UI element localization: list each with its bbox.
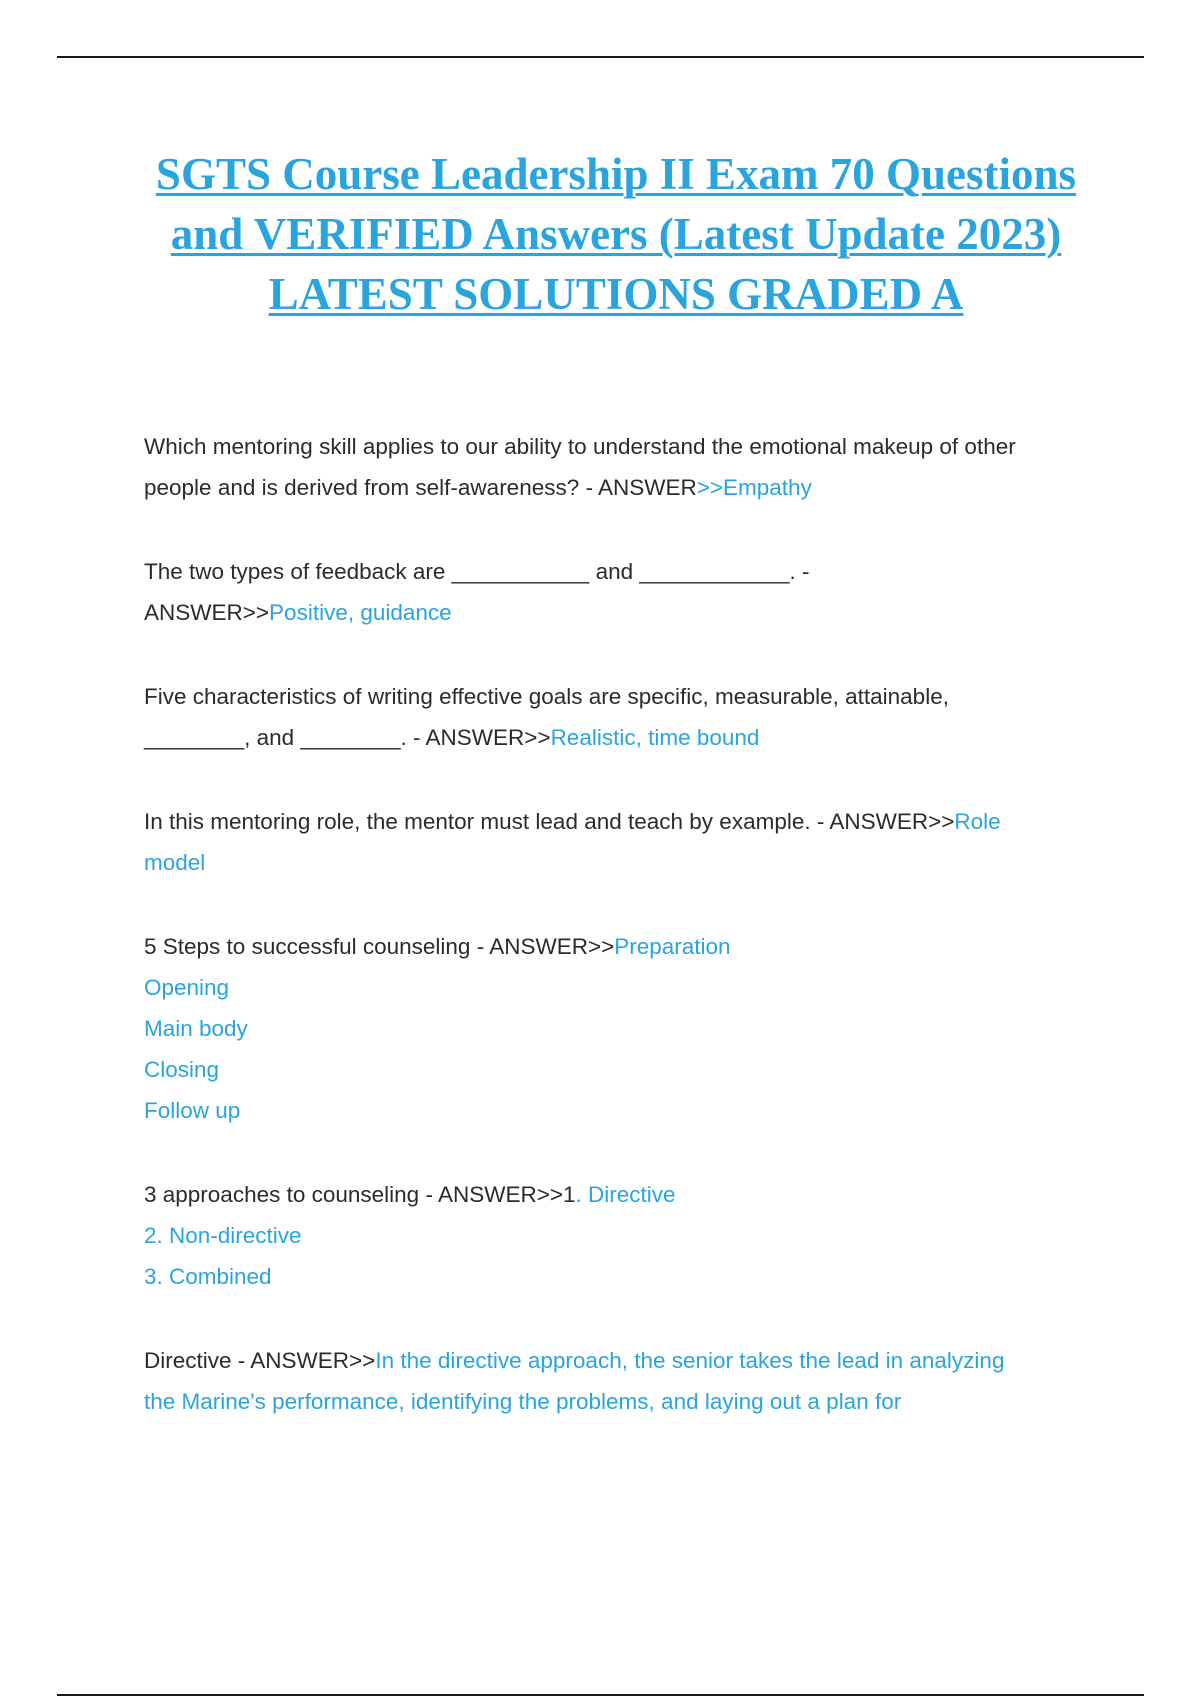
answer-text: model — [144, 850, 206, 875]
qa-item — [144, 1174, 1084, 1297]
question-text: In this mentoring role, the mentor must lead and teach by example. - ANSWER>> — [144, 809, 955, 834]
question-text: ________, and ________. - ANSWER>> — [144, 725, 551, 750]
answer-text: Main body — [144, 1016, 248, 1041]
answer-text: Preparation — [614, 934, 731, 959]
qa-item — [144, 551, 1084, 633]
answer-text: 3. Combined — [144, 1264, 272, 1289]
qa-item — [144, 426, 1084, 508]
question-text: ANSWER>> — [144, 600, 270, 625]
question-text: people and is derived from self-awareness? - ANSWER — [144, 475, 697, 500]
question-text: The two types of feedback are ___________ and ____________. - — [144, 559, 810, 584]
question-text: 5 Steps to successful counseling - ANSWER>> — [144, 934, 615, 959]
question-text: Directive - ANSWER>> — [144, 1348, 376, 1373]
answer-text: Realistic, time bound — [550, 725, 760, 750]
answer-text: 2. Non-directive — [144, 1223, 302, 1248]
answer-text: In the directive approach, the senior takes the lead in analyzing — [375, 1348, 1005, 1373]
qa-item — [144, 801, 1084, 883]
question-text: Which mentoring skill applies to our ability to understand the emotional makeup of other — [144, 434, 1016, 459]
document-title: SGTS Course Leadership II Exam 70 Questions and VERIFIED Answers (Latest Update 2023) LATEST SOLUTIONS GRADED A — [155, 149, 1077, 319]
bottom-rule — [57, 1694, 1144, 1696]
qa-list — [144, 426, 1084, 1465]
qa-item — [144, 926, 1084, 1131]
question-text: 3 approaches to counseling - ANSWER>>1 — [144, 1182, 576, 1207]
answer-text: Opening — [144, 975, 230, 1000]
answer-text: the Marine's performance, identifying the problems, and laying out a plan for — [144, 1389, 902, 1414]
answer-text: Role — [954, 809, 1001, 834]
answer-text: Positive, guidance — [269, 600, 452, 625]
answer-text: Follow up — [144, 1098, 241, 1123]
question-text: Five characteristics of writing effective goals are specific, measurable, attainable, — [144, 684, 949, 709]
top-rule — [57, 56, 1144, 58]
answer-text: Closing — [144, 1057, 220, 1082]
answer-text: >>Empathy — [696, 475, 812, 500]
answer-text: . Directive — [575, 1182, 676, 1207]
qa-item — [144, 1340, 1084, 1422]
qa-item — [144, 676, 1084, 758]
